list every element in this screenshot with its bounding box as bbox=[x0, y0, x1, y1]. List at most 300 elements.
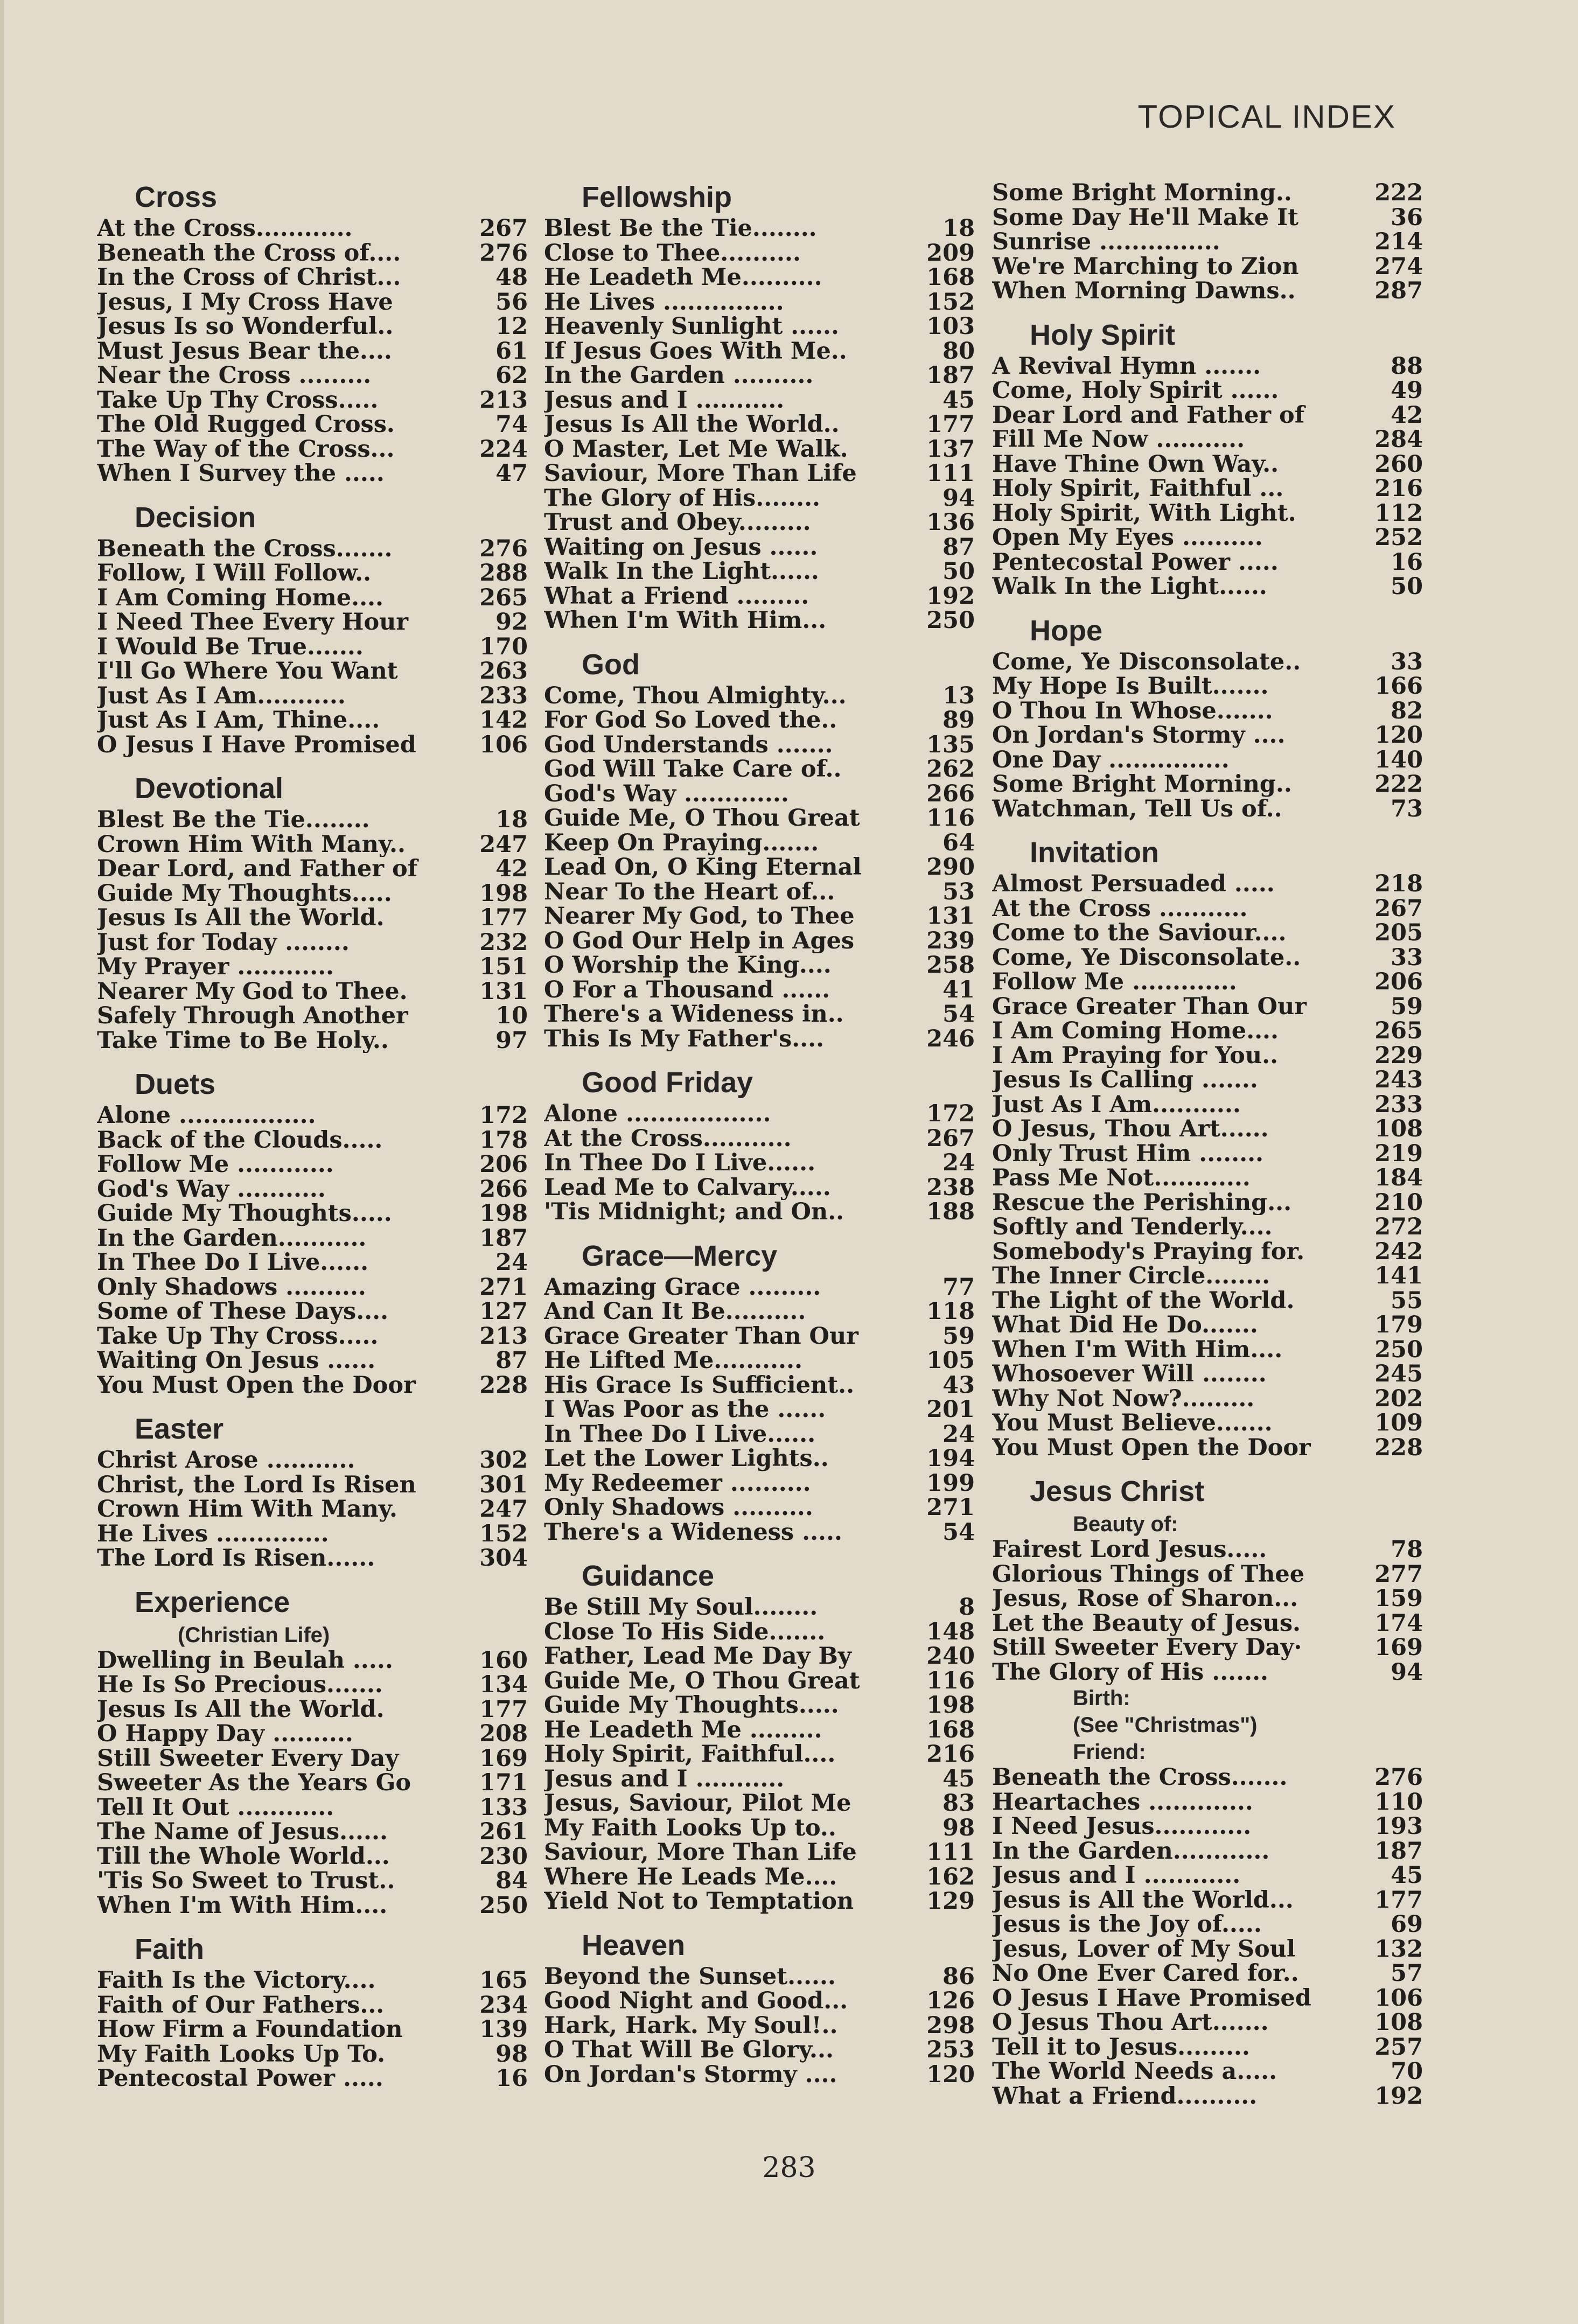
hymn-number: 165 bbox=[479, 1967, 528, 1994]
hymn-title: Trust and Obey......... bbox=[544, 511, 811, 535]
hymn-title: Come to the Saviour.... bbox=[992, 921, 1287, 946]
index-section bbox=[544, 1237, 975, 1545]
hymn-number: 177 bbox=[479, 1695, 528, 1723]
index-column-1 bbox=[97, 178, 528, 2091]
hymn-number: 33 bbox=[1391, 648, 1423, 675]
index-entry bbox=[992, 1962, 1423, 1986]
hymn-title: Dwelling in Beulah ..... bbox=[97, 1648, 393, 1673]
hymn-number: 265 bbox=[1374, 1017, 1423, 1044]
hymn-number: 266 bbox=[479, 1175, 528, 1203]
hymn-title: O Jesus, Thou Art...... bbox=[992, 1117, 1269, 1142]
index-entry bbox=[97, 733, 528, 758]
hymn-title: Heartaches ............. bbox=[992, 1790, 1253, 1814]
index-section bbox=[992, 1685, 1423, 1712]
index-entry bbox=[544, 1176, 975, 1201]
section-heading: Invitation bbox=[1030, 836, 1159, 869]
hymn-title: Jesus Is All the World. bbox=[97, 906, 385, 931]
hymn-number: 260 bbox=[1374, 450, 1423, 478]
hymn-number: 214 bbox=[1374, 228, 1423, 255]
hymn-number: 127 bbox=[479, 1298, 528, 1325]
hymn-title: On Jordan's Stormy .... bbox=[992, 723, 1286, 748]
index-entry bbox=[544, 1520, 975, 1545]
hymn-title: The World Needs a..... bbox=[992, 2060, 1277, 2084]
hymn-title: I Need Thee Every Hour bbox=[97, 610, 409, 635]
index-entry bbox=[97, 635, 528, 660]
hymn-number: 233 bbox=[479, 682, 528, 709]
index-entry bbox=[544, 1595, 975, 1620]
hymn-title: Near the Cross ......... bbox=[97, 364, 372, 388]
hymn-number: 288 bbox=[479, 560, 528, 587]
index-entry bbox=[97, 413, 528, 437]
index-entry bbox=[544, 315, 975, 339]
hymn-number: 171 bbox=[479, 1769, 528, 1796]
hymn-title: Let the Beauty of Jesus. bbox=[992, 1611, 1301, 1636]
index-entry bbox=[992, 550, 1423, 575]
index-entry bbox=[992, 1338, 1423, 1363]
section-heading: Easter bbox=[135, 1413, 224, 1445]
index-entry bbox=[544, 1718, 975, 1743]
hymn-number: 57 bbox=[1391, 1960, 1423, 1987]
index-entry bbox=[992, 2084, 1423, 2109]
index-entry bbox=[992, 1019, 1423, 1044]
index-entry bbox=[97, 315, 528, 339]
entry-list bbox=[97, 1969, 528, 2091]
hymn-number: 135 bbox=[926, 731, 975, 758]
hymn-title: Waiting on Jesus ...... bbox=[544, 535, 818, 560]
hymn-title: Almost Persuaded ..... bbox=[992, 872, 1275, 897]
hymn-number: 222 bbox=[1374, 179, 1423, 206]
index-entry bbox=[992, 379, 1423, 403]
hymn-number: 24 bbox=[942, 1420, 975, 1448]
entry-list bbox=[992, 1538, 1423, 1685]
index-entry bbox=[992, 403, 1423, 428]
index-entry bbox=[544, 978, 975, 1003]
index-entry bbox=[992, 2060, 1423, 2084]
hymn-number: 193 bbox=[1374, 1813, 1423, 1840]
hymn-title: Beneath the Cross....... bbox=[992, 1765, 1288, 1790]
hymn-number: 172 bbox=[926, 1100, 975, 1127]
index-entry bbox=[992, 1562, 1423, 1587]
index-entry bbox=[97, 241, 528, 266]
hymn-number: 74 bbox=[495, 411, 528, 438]
hymn-number: 24 bbox=[942, 1149, 975, 1176]
page-number: 283 bbox=[762, 2152, 816, 2184]
hymn-number: 50 bbox=[1391, 573, 1423, 600]
index-entry bbox=[992, 650, 1423, 675]
hymn-number: 192 bbox=[1374, 2082, 1423, 2110]
hymn-number: 213 bbox=[479, 386, 528, 414]
hymn-title: Heavenly Sunlight ...... bbox=[544, 315, 839, 339]
index-entry bbox=[97, 1695, 528, 1723]
hymn-number: 131 bbox=[926, 903, 975, 930]
index-entry bbox=[544, 2063, 975, 2088]
hymn-number: 230 bbox=[479, 1843, 528, 1870]
index-entry bbox=[97, 561, 528, 586]
hymn-number: 252 bbox=[1374, 524, 1423, 551]
hymn-title: Open My Eyes .......... bbox=[992, 526, 1263, 550]
index-entry bbox=[544, 1349, 975, 1373]
hymn-title: Nearer My God, to Thee bbox=[544, 904, 855, 929]
hymn-title: Pentecostal Power ..... bbox=[97, 2067, 383, 2091]
index-entry bbox=[544, 1002, 975, 1027]
index-entry bbox=[97, 1177, 528, 1202]
index-entry bbox=[992, 1068, 1423, 1093]
entry-list bbox=[992, 872, 1423, 1460]
hymn-number: 187 bbox=[926, 362, 975, 389]
hymn-title: Sunrise ............... bbox=[992, 230, 1220, 255]
hymn-number: 298 bbox=[926, 2012, 975, 2039]
hymn-number: 198 bbox=[926, 1692, 975, 1719]
index-entry bbox=[97, 537, 528, 562]
hymn-title: Only Shadows .......... bbox=[97, 1275, 366, 1300]
hymn-number: 246 bbox=[926, 1025, 975, 1052]
section-heading: Cross bbox=[135, 181, 218, 213]
index-entry bbox=[544, 584, 975, 609]
hymn-title: You Must Open the Door bbox=[97, 1373, 416, 1398]
index-section bbox=[992, 316, 1423, 599]
entry-list bbox=[992, 650, 1423, 822]
index-section bbox=[544, 645, 975, 1052]
hymn-number: 136 bbox=[926, 509, 975, 536]
index-entry bbox=[97, 1771, 528, 1796]
index-entry bbox=[992, 1587, 1423, 1611]
index-entry bbox=[992, 1215, 1423, 1240]
index-entry bbox=[544, 929, 975, 954]
index-entry bbox=[544, 1496, 975, 1520]
hymn-number: 56 bbox=[495, 288, 528, 316]
hymn-number: 152 bbox=[479, 1520, 528, 1547]
hymn-number: 42 bbox=[495, 855, 528, 882]
hymn-number: 301 bbox=[479, 1471, 528, 1498]
hymn-title: There's a Wideness ..... bbox=[544, 1520, 842, 1545]
hymn-number: 174 bbox=[1374, 1609, 1423, 1637]
index-entry bbox=[97, 217, 528, 241]
hymn-title: When I Survey the ..... bbox=[97, 462, 385, 486]
hymn-number: 202 bbox=[1374, 1385, 1423, 1412]
hymn-title: Jesus, Rose of Sharon... bbox=[992, 1587, 1298, 1611]
hymn-title: Dear Lord and Father of bbox=[992, 403, 1305, 428]
index-entry bbox=[544, 290, 975, 315]
hymn-title: O Thou In Whose....... bbox=[992, 699, 1273, 723]
index-entry bbox=[97, 931, 528, 955]
hymn-number: 89 bbox=[942, 707, 975, 734]
hymn-title: Back of the Clouds..... bbox=[97, 1128, 383, 1153]
section-heading: Decision bbox=[135, 501, 256, 534]
hymn-number: 243 bbox=[1374, 1066, 1423, 1093]
hymn-title: I Would Be True....... bbox=[97, 634, 364, 659]
hymn-title: God Understands ....... bbox=[544, 732, 833, 757]
hymn-number: 228 bbox=[479, 1371, 528, 1399]
hymn-number: 265 bbox=[479, 584, 528, 611]
index-entry bbox=[97, 833, 528, 857]
index-entry bbox=[544, 1865, 975, 1890]
hymn-number: 199 bbox=[926, 1469, 975, 1497]
hymn-title: O Master, Let Me Walk. bbox=[544, 437, 848, 462]
index-entry bbox=[544, 806, 975, 831]
index-entry bbox=[97, 684, 528, 709]
hymn-title: O God Our Help in Ages bbox=[544, 929, 855, 953]
hymn-number: 47 bbox=[495, 460, 528, 487]
hymn-number: 162 bbox=[926, 1863, 975, 1890]
section-heading: Jesus Christ bbox=[1030, 1475, 1205, 1508]
hymn-title: Glorious Things of Thee bbox=[992, 1562, 1305, 1587]
hymn-title: Beneath the Cross....... bbox=[97, 536, 393, 561]
hymn-number: 111 bbox=[926, 1839, 975, 1866]
index-entry bbox=[97, 1969, 528, 1993]
hymn-number: 208 bbox=[479, 1720, 528, 1747]
hymn-title: Yield Not to Temptation bbox=[544, 1889, 854, 1914]
section-heading: Duets bbox=[135, 1068, 216, 1100]
index-entry bbox=[97, 882, 528, 906]
index-entry bbox=[97, 1744, 528, 1772]
hymn-number: 222 bbox=[1374, 771, 1423, 798]
hymn-number: 82 bbox=[1391, 697, 1423, 724]
hymn-title: I Need Jesus............ bbox=[992, 1814, 1252, 1839]
hymn-title: Guide Me, O Thou Great bbox=[544, 806, 860, 831]
hymn-number: 49 bbox=[1391, 377, 1423, 404]
hymn-number: 168 bbox=[926, 1716, 975, 1743]
hymn-number: 216 bbox=[1374, 475, 1423, 502]
hymn-number: 240 bbox=[926, 1643, 975, 1670]
index-column-3 bbox=[992, 181, 1423, 2109]
hymn-title: God's Way ............. bbox=[544, 781, 789, 806]
section-heading: God bbox=[582, 648, 640, 681]
hymn-number: 188 bbox=[926, 1198, 975, 1225]
hymn-number: 112 bbox=[1374, 499, 1423, 527]
index-entry bbox=[992, 206, 1423, 231]
hymn-title: Some Bright Morning.. bbox=[992, 772, 1292, 797]
hymn-number: 168 bbox=[926, 264, 975, 291]
hymn-title: In Thee Do I Live...... bbox=[544, 1422, 816, 1447]
hymn-number: 247 bbox=[479, 1496, 528, 1523]
entry-list bbox=[544, 684, 975, 1052]
hymn-number: 206 bbox=[479, 1151, 528, 1178]
hymn-number: 48 bbox=[495, 264, 528, 291]
index-entry bbox=[544, 757, 975, 782]
section-heading: Hope bbox=[1030, 614, 1102, 647]
hymn-number: 111 bbox=[926, 460, 975, 487]
index-entry bbox=[544, 266, 975, 290]
hymn-title: When Morning Dawns.. bbox=[992, 279, 1296, 304]
index-entry bbox=[97, 659, 528, 684]
hymn-number: 109 bbox=[1374, 1409, 1423, 1436]
hymn-title: Pentecostal Power ..... bbox=[992, 550, 1279, 575]
hymn-number: 18 bbox=[942, 215, 975, 242]
hymn-number: 8 bbox=[959, 1594, 975, 1621]
hymn-number: 267 bbox=[926, 1125, 975, 1152]
section-subheading: (See "Christmas") bbox=[1073, 1713, 1258, 1737]
index-entry bbox=[992, 1240, 1423, 1265]
hymn-title: O Jesus I Have Promised bbox=[992, 1986, 1311, 2011]
hymn-number: 41 bbox=[942, 976, 975, 1003]
index-entry bbox=[97, 2018, 528, 2042]
index-entry bbox=[992, 1117, 1423, 1142]
index-entry bbox=[97, 610, 528, 635]
hymn-number: 284 bbox=[1374, 426, 1423, 453]
hymn-number: 45 bbox=[942, 1765, 975, 1792]
index-section bbox=[97, 498, 528, 758]
hymn-title: In Thee Do I Live...... bbox=[544, 1151, 816, 1176]
hymn-title: Where He Leads Me.... bbox=[544, 1865, 837, 1889]
hymn-number: 137 bbox=[926, 435, 975, 463]
hymn-title: Lead On, O King Eternal bbox=[544, 855, 862, 880]
entry-list bbox=[544, 1275, 975, 1545]
hymn-title: O Worship the King.... bbox=[544, 953, 832, 978]
section-heading: Devotional bbox=[135, 772, 284, 805]
index-section bbox=[992, 611, 1423, 822]
index-entry bbox=[992, 1864, 1423, 1888]
hymn-number: 276 bbox=[1374, 1764, 1423, 1791]
index-entry bbox=[992, 1636, 1423, 1660]
hymn-title: His Grace Is Sufficient.. bbox=[544, 1373, 855, 1398]
hymn-number: 258 bbox=[926, 952, 975, 979]
hymn-title: In the Cross of Christ... bbox=[97, 266, 401, 290]
hymn-title: Hark, Hark. My Soul!.. bbox=[544, 2013, 838, 2038]
index-entry bbox=[544, 1447, 975, 1471]
hymn-number: 160 bbox=[479, 1646, 528, 1674]
hymn-number: 142 bbox=[479, 707, 528, 734]
hymn-title: Just As I Am........... bbox=[992, 1092, 1241, 1117]
index-entry bbox=[97, 437, 528, 462]
hymn-number: 276 bbox=[479, 535, 528, 562]
hymn-number: 250 bbox=[479, 1892, 528, 1919]
hymn-title: The Glory of His........ bbox=[544, 486, 821, 511]
hymn-number: 24 bbox=[495, 1249, 528, 1276]
index-entry bbox=[992, 1411, 1423, 1436]
index-entry bbox=[544, 1127, 975, 1151]
hymn-number: 33 bbox=[1391, 944, 1423, 971]
hymn-title: Alone ................. bbox=[97, 1104, 316, 1128]
index-entry bbox=[544, 217, 975, 241]
index-entry bbox=[97, 290, 528, 315]
hymn-title: Sweeter As the Years Go bbox=[97, 1771, 411, 1796]
index-entry bbox=[544, 1422, 975, 1447]
index-entry bbox=[992, 1888, 1423, 1913]
hymn-number: 169 bbox=[479, 1744, 528, 1772]
section-subheading: Birth: bbox=[1073, 1686, 1130, 1710]
hymn-number: 10 bbox=[495, 1002, 528, 1029]
hymn-number: 151 bbox=[479, 953, 528, 980]
hymn-number: 172 bbox=[479, 1102, 528, 1129]
hymn-title: Tell It Out ............ bbox=[97, 1795, 334, 1820]
index-entry bbox=[97, 1300, 528, 1324]
index-entry bbox=[97, 906, 528, 931]
index-entry bbox=[992, 181, 1423, 206]
hymn-title: Walk In the Light...... bbox=[992, 575, 1267, 599]
index-column-2 bbox=[544, 178, 975, 2087]
hymn-number: 88 bbox=[1391, 352, 1423, 380]
index-entry bbox=[97, 1522, 528, 1547]
index-entry bbox=[544, 1275, 975, 1300]
hymn-title: One Day ............... bbox=[992, 748, 1230, 772]
hymn-number: 262 bbox=[926, 756, 975, 783]
entry-list bbox=[97, 1646, 528, 1919]
hymn-title: Must Jesus Bear the.... bbox=[97, 339, 392, 364]
hymn-number: 132 bbox=[1374, 1935, 1423, 1963]
hymn-title: Jesus is All the World... bbox=[992, 1888, 1294, 1913]
hymn-title: No One Ever Cared for.. bbox=[992, 1962, 1299, 1986]
hymn-title: What a Friend ......... bbox=[544, 584, 809, 609]
hymn-number: 169 bbox=[1374, 1634, 1423, 1661]
index-entry bbox=[992, 1765, 1423, 1790]
index-entry bbox=[97, 462, 528, 486]
index-entry bbox=[97, 2067, 528, 2091]
hymn-title: In Thee Do I Live...... bbox=[97, 1251, 369, 1275]
index-entry bbox=[992, 674, 1423, 699]
hymn-title: We're Marching to Zion bbox=[992, 254, 1299, 279]
index-entry bbox=[992, 970, 1423, 995]
index-entry bbox=[97, 1275, 528, 1300]
hymn-number: 170 bbox=[479, 633, 528, 660]
hymn-number: 78 bbox=[1391, 1536, 1423, 1563]
hymn-title: O Jesus Thou Art....... bbox=[992, 2011, 1269, 2035]
index-entry bbox=[992, 1913, 1423, 1937]
index-entry bbox=[544, 1742, 975, 1767]
hymn-number: 177 bbox=[1374, 1886, 1423, 1914]
hymn-title: In the Garden............ bbox=[992, 1839, 1270, 1864]
hymn-number: 266 bbox=[926, 780, 975, 807]
hymn-title: 'Tis So Sweet to Trust.. bbox=[97, 1869, 395, 1894]
index-entry bbox=[992, 748, 1423, 773]
index-entry bbox=[544, 535, 975, 560]
entry-list bbox=[544, 1595, 975, 1914]
index-entry bbox=[544, 1471, 975, 1496]
hymn-title: Softly and Tenderly.... bbox=[992, 1215, 1273, 1240]
index-entry bbox=[97, 586, 528, 611]
hymn-title: Just for Today ........ bbox=[97, 930, 350, 955]
hymn-title: He Lifted Me........... bbox=[544, 1349, 802, 1373]
index-entry bbox=[992, 230, 1423, 255]
section-heading: Fellowship bbox=[582, 181, 732, 213]
index-entry bbox=[97, 1373, 528, 1398]
hymn-number: 271 bbox=[926, 1494, 975, 1521]
hymn-title: Let the Lower Lights.. bbox=[544, 1447, 829, 1471]
hymn-title: He Is So Precious....... bbox=[97, 1673, 383, 1698]
hymn-title: Close To His Side....... bbox=[544, 1620, 826, 1644]
hymn-number: 98 bbox=[942, 1814, 975, 1841]
hymn-number: 192 bbox=[926, 582, 975, 610]
index-entry bbox=[97, 1793, 528, 1821]
hymn-number: 218 bbox=[1374, 870, 1423, 897]
index-entry bbox=[97, 1226, 528, 1251]
index-entry bbox=[97, 2042, 528, 2067]
entry-list bbox=[992, 181, 1423, 304]
hymn-number: 166 bbox=[1374, 673, 1423, 700]
hymn-title: Follow Me ............ bbox=[97, 1153, 334, 1177]
entry-list bbox=[97, 537, 528, 758]
section-heading: Experience bbox=[135, 1586, 290, 1618]
entry-list bbox=[992, 354, 1423, 599]
hymn-title: At the Cross............ bbox=[97, 217, 353, 241]
index-entry bbox=[992, 723, 1423, 748]
hymn-number: 206 bbox=[1374, 968, 1423, 995]
hymn-title: Beneath the Cross of.... bbox=[97, 241, 401, 266]
hymn-title: Some Day He'll Make It bbox=[992, 205, 1299, 230]
hymn-number: 177 bbox=[479, 904, 528, 931]
index-entry bbox=[544, 241, 975, 266]
hymn-number: 18 bbox=[495, 806, 528, 833]
index-entry bbox=[544, 1620, 975, 1645]
hymn-title: Grace Greater Than Our bbox=[992, 994, 1307, 1019]
hymn-number: 108 bbox=[1374, 1115, 1423, 1142]
index-entry bbox=[97, 1153, 528, 1177]
hymn-number: 210 bbox=[1374, 1189, 1423, 1216]
index-entry bbox=[992, 526, 1423, 550]
index-entry bbox=[544, 511, 975, 535]
index-entry bbox=[992, 772, 1423, 797]
hymn-title: Come, Thou Almighty... bbox=[544, 683, 847, 708]
index-entry bbox=[544, 437, 975, 462]
